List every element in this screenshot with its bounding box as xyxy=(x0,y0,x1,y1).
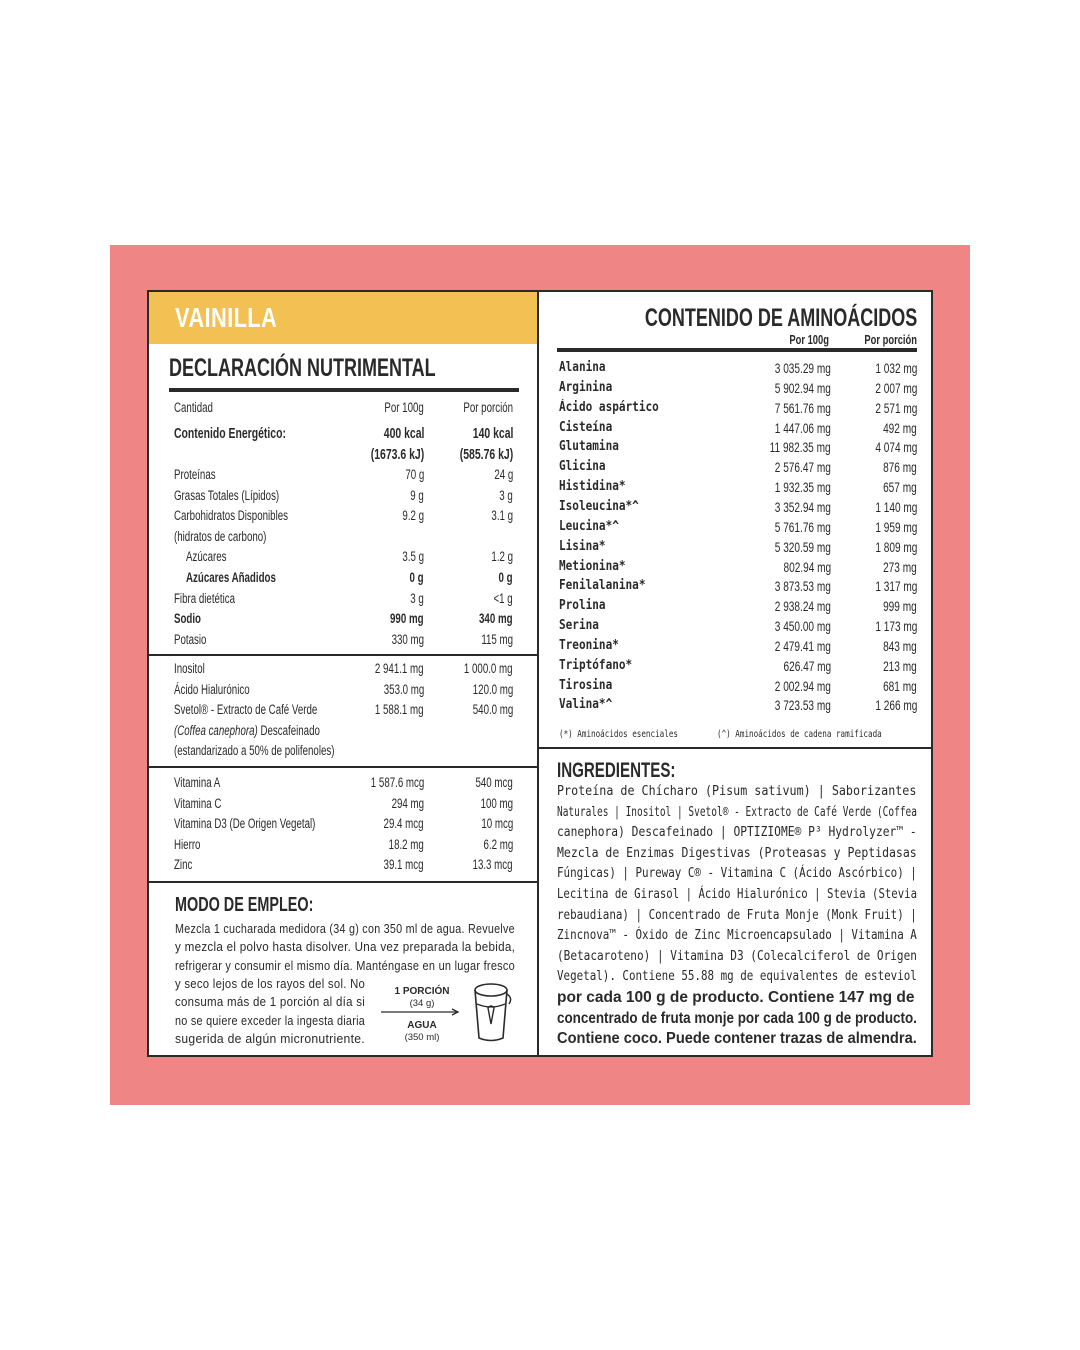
amino-per100: 3 723.53 mg xyxy=(774,697,831,714)
header-label: Cantidad xyxy=(174,400,213,415)
amino-per100: 2 002.94 mg xyxy=(774,677,831,694)
amino-per-serving: 1 173 mg xyxy=(874,618,917,635)
nutrition-row xyxy=(174,549,519,569)
energy-row xyxy=(174,426,519,446)
right-column xyxy=(539,292,931,1055)
amino-row xyxy=(559,559,919,579)
nutrient-per-serving: 1 000.0 mg xyxy=(464,661,513,676)
ingredients-line: rebaudiana) | Concentrado de Fruta Monje (Monk Fruit) | xyxy=(557,906,917,923)
nutrient-label: Carbohidratos Disponibles xyxy=(174,508,289,524)
amino-row xyxy=(559,400,919,420)
nutrient-label: Azúcares Añadidos xyxy=(186,570,276,585)
amino-row xyxy=(559,459,919,479)
ingredients-line: Proteína de Chícharo (Pisum sativum) | Saborizantes xyxy=(557,783,917,799)
amino-per100: 11 982.35 mg xyxy=(770,439,831,456)
amino-per-serving: 1 317 mg xyxy=(874,578,917,595)
nutrient-label: Ácido Hialurónico xyxy=(174,681,250,697)
header-per-serving: Por porción xyxy=(463,400,513,415)
amino-per100: 3 352.94 mg xyxy=(774,498,831,515)
amino-per-serving: 657 mg xyxy=(883,479,917,496)
nutrition-row xyxy=(174,632,519,652)
nutrient-label: Sodio xyxy=(174,611,201,627)
amino-name: Prolina xyxy=(559,598,606,614)
label-panel xyxy=(147,290,933,1057)
amino-per100: 5 320.59 mg xyxy=(774,538,831,555)
nutrient-label: (hidratos de carbono) xyxy=(174,528,267,544)
amino-row xyxy=(559,360,919,380)
nutrient-label: Potasio xyxy=(174,631,207,647)
nutrient-per100: 330 mg xyxy=(391,631,424,647)
ingredients-line: Fúngicas) | Pureway C® - Vitamina C (Ácido Ascórbico) | xyxy=(557,865,917,882)
nutrition-row xyxy=(174,570,519,590)
nutrient-label: Grasas Totales (Lípidos) xyxy=(174,487,280,503)
amino-per100: 3 450.00 mg xyxy=(774,618,831,635)
nutrient-per100: 3.5 g xyxy=(402,549,424,565)
nutrient-per-serving: 6.2 mg xyxy=(483,836,513,852)
nutrient-per-serving: 3 g xyxy=(499,487,513,503)
amino-row xyxy=(559,638,919,658)
nutrient-per100: 29.4 mcg xyxy=(384,816,424,832)
amino-title: CONTENIDO DE AMINOÁCIDOS xyxy=(644,304,917,332)
nutrient-label: Inositol xyxy=(174,661,205,676)
modo-title: MODO DE EMPLEO: xyxy=(175,894,314,916)
amino-row xyxy=(559,479,919,499)
nutrient-per-serving: 540 mcg xyxy=(475,775,513,790)
amino-per100: 802.94 mg xyxy=(783,558,831,575)
amino-per-serving: 1 266 mg xyxy=(874,697,917,714)
amino-name: Ácido aspártico xyxy=(559,399,659,415)
nutrition-row xyxy=(174,488,519,508)
ingredients-bold-line: concentrado de fruta monje por cada 100 g de producto. xyxy=(557,1009,917,1027)
nutrition-header-row xyxy=(174,400,519,420)
nutrient-per-serving: 13.3 mcg xyxy=(473,857,513,873)
amino-row xyxy=(559,678,919,698)
ingredients-line: (Betacaroteno) | Vitamina D3 (Colecalciferol de Origen xyxy=(557,947,917,964)
amino-name: Tirosina xyxy=(559,677,613,693)
amino-name: Treonina* xyxy=(559,637,619,653)
nutrient-per-serving: 115 mg xyxy=(481,631,513,647)
modo-line: y mezcla el polvo hasta disolver. Una vez preparada la bebida, xyxy=(175,940,516,955)
nutrition-row xyxy=(174,857,519,877)
amino-per-serving: 4 074 mg xyxy=(874,439,917,456)
ingredients-line: canephora) Descafeinado | OPTIZIOME® P³ Hydrolyzer™ - xyxy=(557,824,917,841)
water-sub: (350 ml) xyxy=(404,1032,440,1043)
header-per100: Por 100g xyxy=(384,400,424,415)
energy-serving-kj: (585.76 kJ) xyxy=(459,447,513,463)
amino-row xyxy=(559,420,919,440)
nutrition-row xyxy=(174,796,519,816)
amino-row xyxy=(559,598,919,618)
divider-extras xyxy=(149,766,537,768)
amino-per100: 7 561.76 mg xyxy=(774,399,831,416)
nutrition-title: DECLARACIÓN NUTRIMENTAL xyxy=(169,354,436,382)
ingredients-title: INGREDIENTES: xyxy=(557,759,676,782)
energy-kj-row xyxy=(174,447,519,467)
extras-note-row xyxy=(174,723,519,743)
ingredients-bold-line: por cada 100 g de producto. Contiene 147 mg de xyxy=(557,989,915,1006)
amino-row xyxy=(559,658,919,678)
amino-per100: 1 932.35 mg xyxy=(774,479,831,496)
nutrient-label: Hierro xyxy=(174,836,201,852)
amino-per-serving: 273 mg xyxy=(883,558,917,575)
water-label: AGUA xyxy=(407,1020,437,1031)
amino-per-serving: 1 032 mg xyxy=(874,360,917,376)
amino-row xyxy=(559,439,919,459)
nutrient-per-serving: 3.1 g xyxy=(491,508,513,524)
amino-header-per100: Por 100g xyxy=(789,332,829,347)
amino-per-serving: 876 mg xyxy=(883,459,917,476)
amino-row xyxy=(559,578,919,598)
nutrient-per100: 353.0 mg xyxy=(383,681,424,697)
amino-per-serving: 2 571 mg xyxy=(874,399,917,416)
modo-line: Mezcla 1 cucharada medidora (34 g) con 350 ml de agua. Revuelve xyxy=(175,922,515,936)
modo-line: sugerida de algún micronutriente. xyxy=(175,1031,365,1046)
amino-per-serving: 213 mg xyxy=(883,657,917,674)
nutrient-per100: 990 mg xyxy=(390,611,424,627)
nutrition-row xyxy=(174,508,519,528)
amino-title-rule xyxy=(557,348,917,352)
ingredients-line: Mezcla de Enzimas Digestivas (Proteasas y Peptidasas xyxy=(557,844,917,861)
nutrient-per-serving: 1.2 g xyxy=(491,549,513,565)
nutrient-per-serving: 120.0 mg xyxy=(472,681,513,697)
amino-row xyxy=(559,499,919,519)
nutrition-row xyxy=(174,529,519,549)
amino-per-serving: 999 mg xyxy=(883,598,917,615)
nutrient-per100: 294 mg xyxy=(391,795,424,811)
amino-per100: 2 576.47 mg xyxy=(774,459,831,476)
amino-name: Isoleucina*^ xyxy=(559,498,639,514)
amino-name: Histidina* xyxy=(559,479,626,495)
amino-per100: 626.47 mg xyxy=(783,657,831,674)
amino-per100: 2 479.41 mg xyxy=(774,637,831,654)
flavor-bar xyxy=(149,292,537,344)
nutrition-row xyxy=(174,661,519,681)
nutrient-label: Vitamina D3 (De Origen Vegetal) xyxy=(174,816,316,832)
nutrient-per100: 1 588.1 mg xyxy=(375,702,424,718)
nutrition-row xyxy=(174,591,519,611)
nutrient-per100: 3 g xyxy=(410,590,424,606)
extras-note-row-2 xyxy=(174,743,519,763)
nutrition-row xyxy=(174,775,519,795)
amino-name: Lisina* xyxy=(559,538,606,554)
extras-note-rest: Descafeinado xyxy=(257,723,320,738)
nutrient-per-serving: <1 g xyxy=(493,590,513,606)
nutrient-per100: 39.1 mcg xyxy=(384,857,424,873)
modo-line: y seco lejos de los rayos del sol. No xyxy=(175,976,366,991)
nutrition-row xyxy=(174,816,519,836)
nutrition-title-rule xyxy=(169,388,519,392)
amino-per-serving: 2 007 mg xyxy=(874,379,917,396)
amino-name: Glutamina xyxy=(559,439,619,455)
amino-per100: 5 761.76 mg xyxy=(774,518,831,535)
amino-row xyxy=(559,519,919,539)
flavor-name: VAINILLA xyxy=(175,302,278,333)
nutrition-row xyxy=(174,702,519,722)
nutrient-per-serving: 340 mg xyxy=(479,611,513,627)
arrow-icon xyxy=(379,1008,463,1016)
amino-foot-essential: (*) Aminoácidos esenciales xyxy=(559,729,678,740)
ingredients-line: Vegetal). Contiene 55.88 mg de equivalentes de esteviol xyxy=(557,968,917,985)
nutrient-label: Fibra dietética xyxy=(174,590,236,606)
portion-label: 1 PORCIÓN xyxy=(394,986,450,997)
amino-per100: 2 938.24 mg xyxy=(774,598,831,615)
amino-name: Triptófano* xyxy=(559,657,633,673)
nutrient-per-serving: 540.0 mg xyxy=(472,702,513,718)
amino-per100: 3 873.53 mg xyxy=(774,578,831,595)
amino-name: Valina*^ xyxy=(559,697,613,713)
ingredients-line: Naturales | Inositol | Svetol® - Extracto de Café Verde (Coffea xyxy=(557,803,917,820)
amino-per-serving: 843 mg xyxy=(883,637,917,654)
amino-name: Leucina*^ xyxy=(559,518,619,534)
energy-label: Contenido Energético: xyxy=(174,426,286,442)
extras-note-2: (estandarizado a 50% de polifenoles) xyxy=(174,743,335,758)
modo-line: consuma más de 1 porción al día si xyxy=(175,995,366,1010)
amino-per-serving: 681 mg xyxy=(883,677,917,694)
nutrition-row xyxy=(174,611,519,631)
nutrition-row xyxy=(174,682,519,702)
amino-per-serving: 1 140 mg xyxy=(874,498,917,515)
extras-note xyxy=(174,723,320,738)
amino-per100: 5 902.94 mg xyxy=(774,379,831,396)
amino-name: Fenilalanina* xyxy=(559,578,646,594)
nutrient-per-serving: 10 mcg xyxy=(481,816,513,832)
nutrient-label: Azúcares xyxy=(186,549,227,565)
amino-per-serving: 492 mg xyxy=(883,419,917,436)
nutrient-per100: 1 587.6 mcg xyxy=(370,775,424,790)
nutrient-per-serving: 24 g xyxy=(494,467,513,482)
amino-per-serving: 1 809 mg xyxy=(874,538,917,555)
energy-per100-kcal: 400 kcal xyxy=(383,426,424,442)
shaker-cup-icon xyxy=(471,980,515,1044)
nutrient-per100: 9 g xyxy=(410,487,424,503)
amino-row xyxy=(559,380,919,400)
portion-sub: (34 g) xyxy=(409,998,435,1009)
amino-name: Metionina* xyxy=(559,558,626,574)
nutrient-per100: 18.2 mg xyxy=(388,836,424,852)
nutrient-per100: 9.2 g xyxy=(402,508,424,524)
nutrient-label: Zinc xyxy=(174,857,193,873)
nutrient-label: Proteínas xyxy=(174,467,216,482)
nutrition-row xyxy=(174,467,519,487)
amino-name: Serina xyxy=(559,618,599,634)
nutrient-label: Vitamina A xyxy=(174,775,221,790)
amino-foot-branched: (^) Aminoácidos de cadena ramificada xyxy=(717,729,882,740)
nutrient-per-serving: 0 g xyxy=(498,570,513,585)
amino-name: Glicina xyxy=(559,459,606,475)
divider-macros xyxy=(149,654,537,656)
amino-header-per-serving: Por porción xyxy=(864,332,917,347)
divider-ingredients xyxy=(539,747,931,749)
ingredients-bold-line: Contiene coco. Puede contener trazas de almendra. xyxy=(557,1030,917,1048)
nutrient-per100: 0 g xyxy=(409,570,424,585)
amino-per-serving: 1 959 mg xyxy=(874,518,917,535)
ingredients-line: Zincnova™ - Óxido de Zinc Microencapsulado | Vitamina A xyxy=(557,927,917,944)
amino-per100: 3 035.29 mg xyxy=(774,360,831,376)
divider-vitamins xyxy=(149,881,537,883)
nutrition-row xyxy=(174,837,519,857)
amino-name: Arginina xyxy=(559,379,613,395)
nutrient-per100: 70 g xyxy=(405,467,424,482)
amino-name: Cisteína xyxy=(559,419,613,435)
amino-per100: 1 447.06 mg xyxy=(774,419,831,436)
modo-line: refrigerar y consumir el mismo día. Manténgase en un lugar fresco xyxy=(175,958,516,973)
energy-serving-kcal: 140 kcal xyxy=(472,426,513,442)
extras-note-italic: (Coffea canephora) xyxy=(174,723,258,738)
nutrient-per100: 2 941.1 mg xyxy=(375,661,424,676)
nutrient-label: Svetol® - Extracto de Café Verde xyxy=(174,702,318,718)
amino-row xyxy=(559,539,919,559)
amino-row xyxy=(559,697,919,717)
ingredients-line: Lecitina de Girasol | Ácido Hialurónico | Stevia (Stevia xyxy=(557,886,918,902)
amino-name: Alanina xyxy=(559,360,606,375)
energy-per100-kj: (1673.6 kJ) xyxy=(370,447,424,463)
left-column xyxy=(149,292,537,1055)
nutrient-label: Vitamina C xyxy=(174,795,222,811)
modo-line: no se quiere exceder la ingesta diaria xyxy=(175,1013,366,1028)
nutrient-per-serving: 100 mg xyxy=(480,795,513,811)
amino-row xyxy=(559,618,919,638)
